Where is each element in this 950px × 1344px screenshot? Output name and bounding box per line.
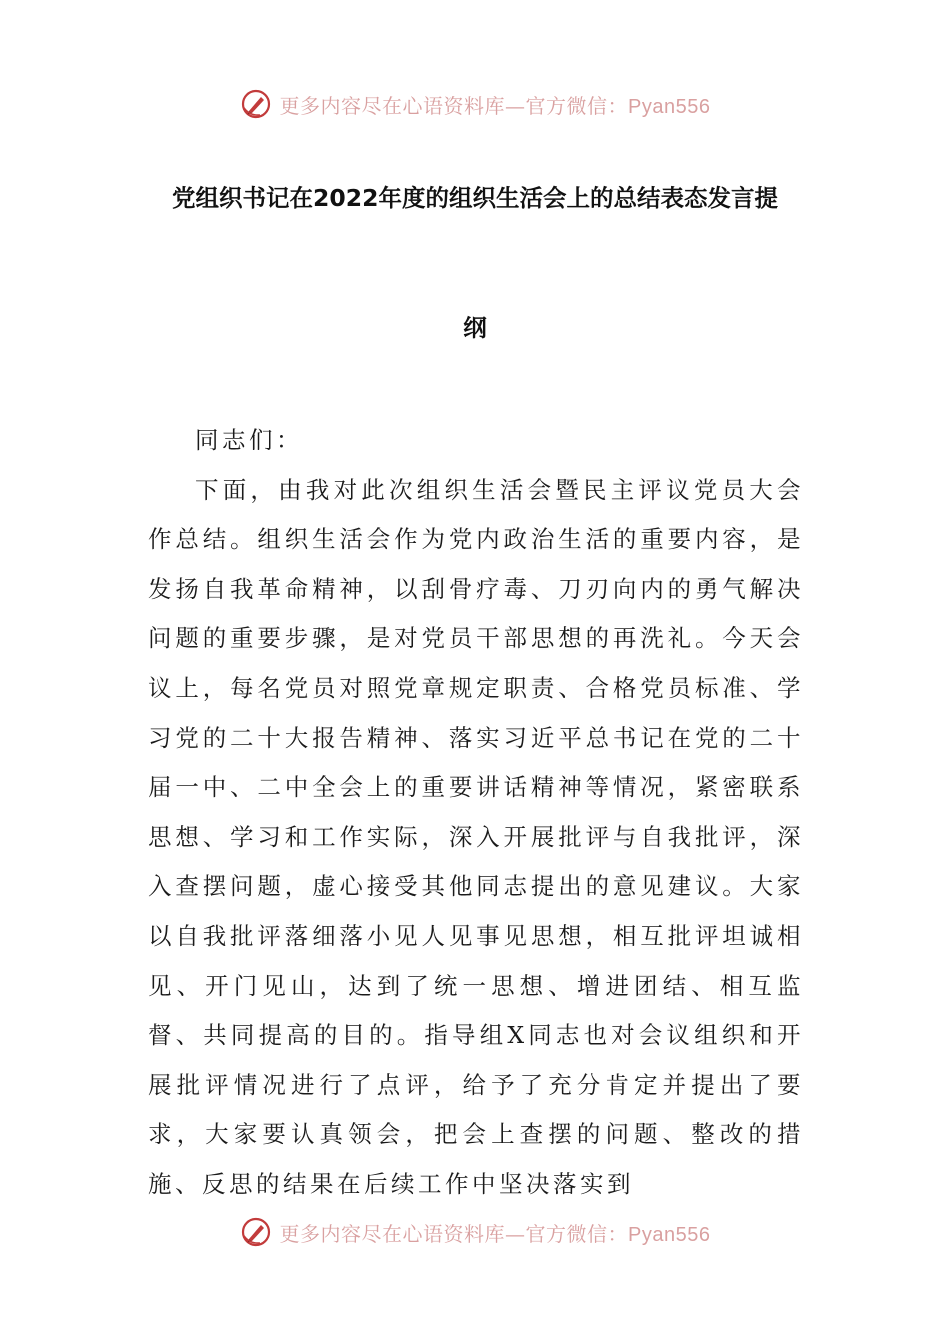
watermark-label: 更多内容尽在心语资料库—官方微信： [279,93,629,118]
watermark-text [280,90,711,119]
header-watermark [0,84,950,124]
pen-circle-icon [240,88,272,120]
paragraph-1: 下面，由我对此次组织生活会暨民主评议党员大会作总结。组织生活会作为党内政治生活的重要内容，是发扬自我革命精神，以刮骨疗毒、刀刃向内的勇气解决问题的重要步骤，是对党员干部思想的再洗礼。今天会议上，每名党员对照党章规定职责、合格党员标准、学习党的二十大报告精神、落实习近平总书记在党的二十届一中、二中全会上的重要讲话精神等情况，紧密联系思想、学习和工作实际，深入开展批评与自我批评，深入查摆问题，虚心接受其他同志提出的意见建议。大家以自我批评落细落小见人见事见思想，相互批评坦诚相见、开门见山，达到了统一思想、增进团结、相互监督、共同提高的目的。指导组X同志也对会议组织和开展批评情况进行了点评，给予了充分肯定并提出了要求，大家要认真领会，把会上查摆的问题、整改的措施、反思的结果在后续工作中坚决落实到 [148,475,804,1198]
document-body [148,416,804,1210]
footer-watermark [0,1212,950,1252]
watermark-handle: Pyan556 [628,95,711,118]
watermark-label: 更多内容尽在心语资料库—官方微信： [279,1221,629,1246]
watermark-text [280,1218,711,1247]
document-title [148,176,802,436]
watermark-handle: Pyan556 [628,1223,711,1246]
title-line-1: 党组织书记在2022年度的组织生活会上的总结表态发言提 [172,184,778,212]
salutation: 同志们： [195,426,303,454]
title-line-2: 纲 [463,314,487,342]
pen-circle-icon [240,1216,272,1248]
